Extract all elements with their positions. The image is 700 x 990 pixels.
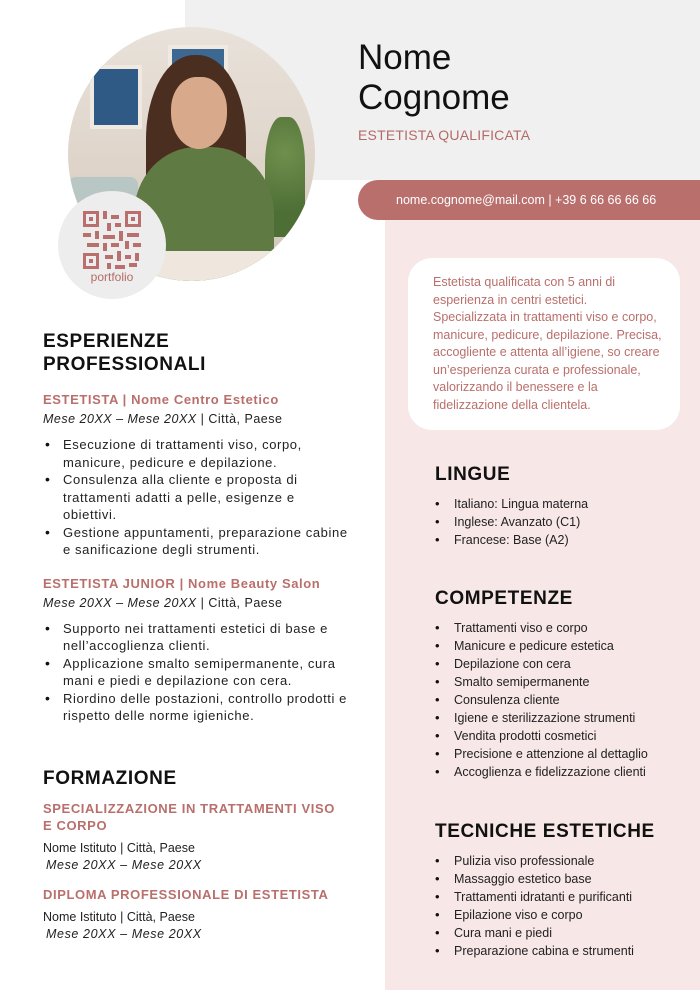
job-dates: Mese 20XX – Mese 20XX	[43, 412, 197, 426]
job-meta	[43, 595, 348, 612]
list-item: • Pulizia viso professionale	[435, 852, 685, 870]
section-title	[43, 330, 348, 376]
languages-section	[435, 463, 685, 549]
list-item: • Trattamenti idratanti e purificanti	[435, 888, 685, 906]
list-item: • Inglese: Avanzato (C1)	[435, 513, 685, 531]
education-institute: Nome Istituto | Città, Paese	[43, 841, 195, 855]
job-location: | Città, Paese	[196, 595, 283, 610]
job-subtitle: ESTETISTA QUALIFICATA	[358, 127, 531, 143]
section-title: TECNICHE ESTETICHE	[435, 821, 655, 842]
list-item: • Epilazione viso e corpo	[435, 906, 685, 924]
section-title: COMPETENZE	[435, 588, 573, 609]
education-section	[43, 767, 348, 943]
job-bullets	[43, 436, 348, 559]
job-entry	[43, 391, 348, 559]
portfolio-label: portfolio	[90, 270, 134, 284]
experience-section	[43, 330, 348, 725]
photo-face	[171, 77, 227, 149]
portfolio-qr[interactable]	[58, 191, 166, 299]
list-item: • Preparazione cabina e strumenti	[435, 942, 685, 960]
list-item: • Consulenza alla cliente e proposta di trattamenti adatti a pelle, esigenze e obiettivi.	[43, 471, 348, 524]
list-item: • Riordino delle postazioni, controllo prodotti e rispetto delle norme igieniche.	[43, 690, 348, 725]
list-item: • Manicure e pedicure estetica	[435, 637, 685, 655]
list-item: • Francese: Base (A2)	[435, 531, 685, 549]
languages-list	[435, 495, 685, 549]
photo-wall-art	[90, 65, 142, 129]
candidate-name	[358, 38, 510, 118]
section-title-line: ESPERIENZE	[43, 331, 170, 352]
education-entry	[43, 886, 348, 943]
section-title: FORMAZIONE	[43, 768, 177, 789]
list-item: • Italiano: Lingua materna	[435, 495, 685, 513]
list-item: • Depilazione con cera	[435, 655, 685, 673]
profile-summary: Estetista qualificata con 5 anni di esperienza in centri estetici. Specializzata in trattamenti viso e corpo, manicure, pedicure, depilazione. Precisa, accogliente e attenta all’igiene, so creare un’esperienza curata e professionale, valorizzando il benessere e la fidelizzazione della clientela.	[408, 258, 680, 430]
job-bullets	[43, 620, 348, 725]
education-dates: Mese 20XX – Mese 20XX	[46, 927, 202, 941]
job-dates: Mese 20XX – Mese 20XX	[43, 595, 197, 610]
job-entry	[43, 575, 348, 725]
list-item: • Supporto nei trattamenti estetici di base e nell’accoglienza clienti.	[43, 620, 348, 655]
education-entry	[43, 800, 343, 874]
job-title: ESTETISTA JUNIOR | Nome Beauty Salon	[43, 575, 321, 591]
list-item: • Igiene e sterilizzazione strumenti	[435, 709, 685, 727]
education-dates: Mese 20XX – Mese 20XX	[46, 858, 202, 872]
qr-code-icon	[83, 211, 141, 269]
list-item: • Cura mani e piedi	[435, 924, 685, 942]
list-item: • Smalto semipermanente	[435, 673, 685, 691]
list-item: • Gestione appuntamenti, preparazione cabine e sanificazione degli strumenti.	[43, 524, 348, 559]
section-title-line: PROFESSIONALI	[43, 354, 206, 375]
list-item: • Vendita prodotti cosmetici	[435, 727, 685, 745]
list-item: • Esecuzione di trattamenti viso, corpo, manicure, pedicure e depilazione.	[43, 436, 348, 471]
first-name: Nome	[358, 38, 452, 77]
job-title: ESTETISTA | Nome Centro Estetico	[43, 392, 279, 407]
education-title: DIPLOMA PROFESSIONALE DI ESTETISTA	[43, 887, 329, 902]
job-meta	[43, 411, 348, 428]
contact-bar[interactable]: nome.cognome@mail.com | +39 6 66 66 66 66	[358, 180, 700, 220]
techniques-section	[435, 820, 685, 960]
list-item: • Massaggio estetico base	[435, 870, 685, 888]
list-item: • Trattamenti viso e corpo	[435, 619, 685, 637]
list-item: • Precisione e attenzione al dettaglio	[435, 745, 685, 763]
techniques-list	[435, 852, 685, 960]
list-item: • Consulenza cliente	[435, 691, 685, 709]
list-item: • Accoglienza e fidelizzazione clienti	[435, 763, 685, 781]
list-item: • Applicazione smalto semipermanente, cura mani e piedi e depilazione con cera.	[43, 655, 348, 690]
education-title: SPECIALIZZAZIONE IN TRATTAMENTI VISO E CORPO	[43, 801, 335, 833]
last-name: Cognome	[358, 78, 510, 117]
education-institute: Nome Istituto | Città, Paese	[43, 910, 195, 924]
section-title: LINGUE	[435, 464, 511, 485]
skills-section	[435, 587, 685, 781]
skills-list	[435, 619, 685, 781]
job-location: | Città, Paese	[196, 412, 283, 426]
